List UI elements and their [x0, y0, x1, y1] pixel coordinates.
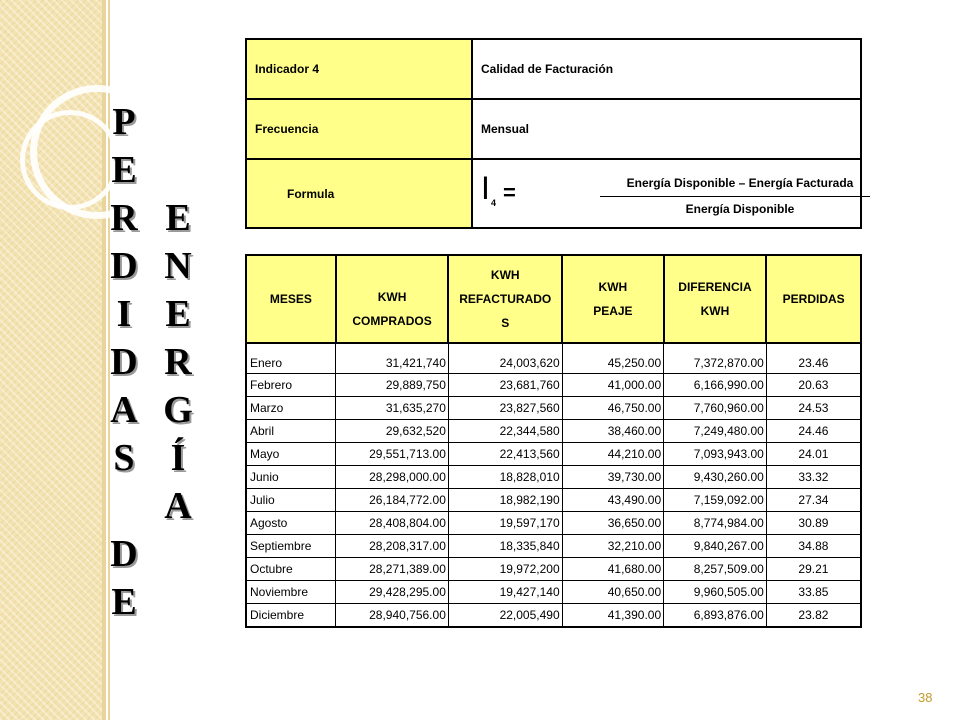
table-row	[246, 420, 861, 443]
cell-diferencia: 8,774,984.00	[664, 512, 767, 535]
cell-mes: Noviembre	[246, 581, 336, 604]
indicator-value: Calidad de Facturación	[472, 39, 861, 99]
cell-kwh-refacturados: 22,344,580	[448, 420, 562, 443]
title-letter: I	[116, 293, 132, 335]
title-letter: S	[113, 437, 135, 479]
cell-diferencia: 7,249,480.00	[664, 420, 767, 443]
title-letter: R	[110, 197, 138, 239]
title-letter: E	[111, 149, 137, 191]
cell-kwh-peaje: 44,210.00	[562, 443, 664, 466]
table-row	[246, 489, 861, 512]
formula-label: Formula	[246, 159, 472, 228]
title-letter: E	[165, 293, 191, 335]
cell-kwh-peaje: 41,680.00	[562, 558, 664, 581]
cell-kwh-refacturados: 23,827,560	[448, 397, 562, 420]
table-row	[246, 558, 861, 581]
formula-symbol: I	[481, 170, 490, 206]
cell-perdidas: 24.01	[766, 443, 861, 466]
cell-diferencia: 9,430,260.00	[664, 466, 767, 489]
cell-kwh-comprados: 28,940,756.00	[336, 604, 449, 628]
cell-perdidas: 29.21	[766, 558, 861, 581]
indicator-label: Indicador 4	[246, 39, 472, 99]
title-letter: E	[165, 197, 191, 239]
cell-mes: Enero	[246, 343, 336, 374]
cell-kwh-refacturados: 18,335,840	[448, 535, 562, 558]
formula-subscript: 4	[491, 198, 497, 208]
cell-kwh-comprados: 28,208,317.00	[336, 535, 449, 558]
title-letter: D	[110, 245, 138, 287]
cell-kwh-peaje: 46,750.00	[562, 397, 664, 420]
cell-mes: Junio	[246, 466, 336, 489]
losses-data-table	[245, 254, 862, 628]
cell-diferencia: 6,893,876.00	[664, 604, 767, 628]
table-row	[246, 374, 861, 397]
cell-perdidas: 34.88	[766, 535, 861, 558]
cell-kwh-peaje: 41,390.00	[562, 604, 664, 628]
table-row	[246, 512, 861, 535]
vertical-title-energia	[158, 194, 198, 530]
formula-denominator: Energía Disponible	[685, 202, 795, 216]
cell-diferencia: 7,372,870.00	[664, 343, 767, 374]
cell-kwh-comprados: 28,271,389.00	[336, 558, 449, 581]
cell-kwh-comprados: 28,408,804.00	[336, 512, 449, 535]
header-kwh-peaje: KWH PEAJE	[562, 255, 664, 343]
table-row	[246, 604, 861, 628]
cell-kwh-comprados: 29,428,295.00	[336, 581, 449, 604]
cell-perdidas: 33.85	[766, 581, 861, 604]
cell-kwh-peaje: 43,490.00	[562, 489, 664, 512]
page-number: 38	[918, 690, 933, 705]
formula-numerator: Energía Disponible – Energía Facturada	[626, 176, 854, 190]
cell-perdidas: 30.89	[766, 512, 861, 535]
cell-diferencia: 7,760,960.00	[664, 397, 767, 420]
formula-equals: =	[503, 180, 516, 205]
formula-cell	[472, 159, 861, 228]
cell-kwh-refacturados: 18,982,190	[448, 489, 562, 512]
frequency-label: Frecuencia	[246, 99, 472, 159]
title-letter: D	[110, 533, 138, 575]
cell-diferencia: 8,257,509.00	[664, 558, 767, 581]
title-letter: E	[111, 581, 137, 623]
table-row	[246, 397, 861, 420]
cell-mes: Febrero	[246, 374, 336, 397]
cell-perdidas: 20.63	[766, 374, 861, 397]
header-kwh-comprados: KWH COMPRADOS	[336, 255, 449, 343]
cell-kwh-peaje: 36,650.00	[562, 512, 664, 535]
cell-kwh-comprados: 31,421,740	[336, 343, 449, 374]
cell-kwh-peaje: 39,730.00	[562, 466, 664, 489]
cell-mes: Agosto	[246, 512, 336, 535]
fraction-bar	[600, 196, 870, 197]
cell-kwh-refacturados: 22,413,560	[448, 443, 562, 466]
cell-kwh-refacturados: 19,597,170	[448, 512, 562, 535]
cell-kwh-refacturados: 18,828,010	[448, 466, 562, 489]
frequency-value: Mensual	[472, 99, 861, 159]
cell-mes: Marzo	[246, 397, 336, 420]
cell-kwh-refacturados: 24,003,620	[448, 343, 562, 374]
cell-kwh-peaje: 45,250.00	[562, 343, 664, 374]
cell-perdidas: 24.53	[766, 397, 861, 420]
cell-perdidas: 23.82	[766, 604, 861, 628]
table-row	[246, 581, 861, 604]
header-perdidas: PERDIDAS	[766, 255, 861, 343]
title-letter: P	[112, 101, 136, 143]
cell-mes: Abril	[246, 420, 336, 443]
cell-kwh-peaje: 32,210.00	[562, 535, 664, 558]
title-letter: Í	[170, 437, 186, 479]
header-diferencia-kwh: DIFERENCIA KWH	[664, 255, 767, 343]
indicator-info-table	[245, 38, 862, 229]
title-letter: N	[164, 245, 192, 287]
table-row	[246, 535, 861, 558]
title-gap	[104, 482, 144, 530]
table-row	[246, 466, 861, 489]
cell-kwh-peaje: 40,650.00	[562, 581, 664, 604]
cell-perdidas: 27.34	[766, 489, 861, 512]
cell-diferencia: 6,166,990.00	[664, 374, 767, 397]
cell-kwh-comprados: 31,635,270	[336, 397, 449, 420]
cell-kwh-comprados: 29,632,520	[336, 420, 449, 443]
title-letter: D	[110, 341, 138, 383]
cell-kwh-refacturados: 23,681,760	[448, 374, 562, 397]
cell-kwh-comprados: 26,184,772.00	[336, 489, 449, 512]
cell-diferencia: 7,093,943.00	[664, 443, 767, 466]
cell-kwh-peaje: 38,460.00	[562, 420, 664, 443]
cell-perdidas: 33.32	[766, 466, 861, 489]
cell-kwh-comprados: 29,551,713.00	[336, 443, 449, 466]
header-meses: MESES	[246, 255, 336, 343]
cell-kwh-comprados: 29,889,750	[336, 374, 449, 397]
cell-mes: Septiembre	[246, 535, 336, 558]
table-row	[246, 443, 861, 466]
cell-mes: Diciembre	[246, 604, 336, 628]
cell-perdidas: 24.46	[766, 420, 861, 443]
table-row	[246, 343, 861, 374]
cell-kwh-comprados: 28,298,000.00	[336, 466, 449, 489]
vertical-title-perdidas-de	[104, 98, 144, 626]
title-letter: G	[163, 389, 193, 431]
cell-kwh-refacturados: 19,427,140	[448, 581, 562, 604]
cell-kwh-refacturados: 19,972,200	[448, 558, 562, 581]
cell-diferencia: 9,840,267.00	[664, 535, 767, 558]
cell-kwh-refacturados: 22,005,490	[448, 604, 562, 628]
cell-mes: Mayo	[246, 443, 336, 466]
cell-kwh-peaje: 41,000.00	[562, 374, 664, 397]
title-letter: R	[164, 341, 192, 383]
cell-mes: Julio	[246, 489, 336, 512]
cell-diferencia: 9,960,505.00	[664, 581, 767, 604]
title-letter: A	[164, 485, 192, 527]
header-kwh-refacturados: KWH REFACTURADO S	[448, 255, 562, 343]
cell-diferencia: 7,159,092.00	[664, 489, 767, 512]
cell-mes: Octubre	[246, 558, 336, 581]
title-letter: A	[110, 389, 138, 431]
cell-perdidas: 23.46	[766, 343, 861, 374]
